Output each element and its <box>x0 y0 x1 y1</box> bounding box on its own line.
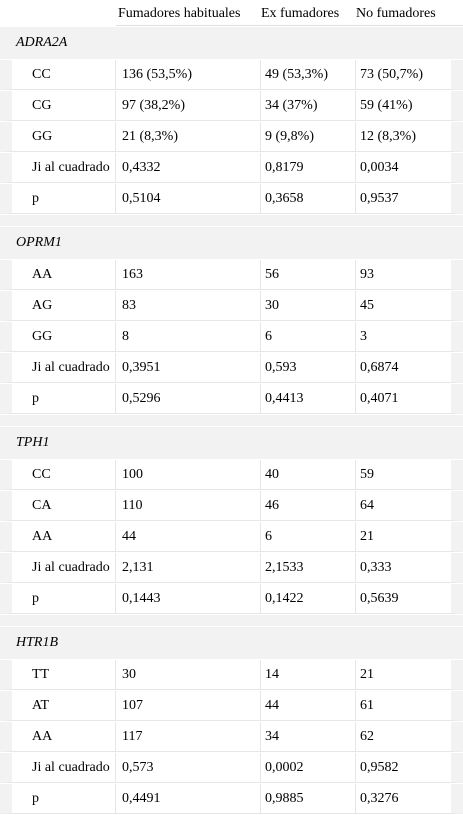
section-spacer <box>0 615 463 627</box>
no-fumadores-cell: 62 <box>356 722 463 752</box>
header-fumadores-habituales: Fumadores habituales <box>116 0 261 26</box>
section-header-row <box>0 27 463 60</box>
section-header-row <box>0 227 463 260</box>
no-fumadores-cell: 64 <box>356 491 463 521</box>
section-spacer <box>0 215 463 227</box>
row-label-cell: CC <box>0 60 116 90</box>
gene-name: ADRA2A <box>16 35 68 50</box>
row-label-cell: AA <box>0 722 116 752</box>
row-label-cell: AG <box>0 291 116 321</box>
no-fumadores-cell: 59 <box>356 460 463 490</box>
no-fumadores-cell: 21 <box>356 522 463 552</box>
ex-fumadores-cell: 0,4413 <box>261 384 356 414</box>
header-no-fumadores: No fumadores <box>356 0 463 26</box>
fumadores-habituales-cell: 0,4332 <box>116 153 261 183</box>
row-label-cell: AT <box>0 691 116 721</box>
table-row <box>0 184 463 215</box>
ex-fumadores-cell: 0,3658 <box>261 184 356 214</box>
table-row <box>0 553 463 584</box>
ex-fumadores-cell: 6 <box>261 522 356 552</box>
row-label-cell: Ji al cuadrado <box>0 153 116 183</box>
no-fumadores-cell: 0,4071 <box>356 384 463 414</box>
ex-fumadores-cell: 0,1422 <box>261 584 356 614</box>
ex-fumadores-cell: 14 <box>261 660 356 690</box>
table-row <box>0 122 463 153</box>
table-row <box>0 153 463 184</box>
row-label-cell: CA <box>0 491 116 521</box>
section-header-row <box>0 427 463 460</box>
no-fumadores-cell: 61 <box>356 691 463 721</box>
row-label-cell: Ji al cuadrado <box>0 753 116 783</box>
fumadores-habituales-cell: 136 (53,5%) <box>116 60 261 90</box>
ex-fumadores-cell: 44 <box>261 691 356 721</box>
ex-fumadores-cell: 34 (37%) <box>261 91 356 121</box>
ex-fumadores-cell: 0,0002 <box>261 753 356 783</box>
fumadores-habituales-cell: 44 <box>116 522 261 552</box>
row-label-cell: p <box>0 584 116 614</box>
gene-name: HTR1B <box>16 635 58 650</box>
table-row <box>0 353 463 384</box>
ex-fumadores-cell: 56 <box>261 260 356 290</box>
row-label-cell: Ji al cuadrado <box>0 553 116 583</box>
row-label-cell: p <box>0 384 116 414</box>
ex-fumadores-cell: 0,9885 <box>261 784 356 814</box>
section-spacer <box>0 415 463 427</box>
row-label-cell: CC <box>0 460 116 490</box>
table-row <box>0 60 463 91</box>
fumadores-habituales-cell: 30 <box>116 660 261 690</box>
fumadores-habituales-cell: 0,3951 <box>116 353 261 383</box>
row-label-cell: p <box>0 784 116 814</box>
table-row <box>0 260 463 291</box>
no-fumadores-cell: 93 <box>356 260 463 290</box>
ex-fumadores-cell: 6 <box>261 322 356 352</box>
table-row <box>0 753 463 784</box>
table-row <box>0 522 463 553</box>
gene-name: TPH1 <box>16 435 50 450</box>
no-fumadores-cell: 59 (41%) <box>356 91 463 121</box>
gene-name: OPRM1 <box>16 235 62 250</box>
ex-fumadores-cell: 9 (9,8%) <box>261 122 356 152</box>
table-row <box>0 784 463 815</box>
table-row <box>0 660 463 691</box>
ex-fumadores-cell: 30 <box>261 291 356 321</box>
header-ex-fumadores: Ex fumadores <box>261 0 356 26</box>
fumadores-habituales-cell: 21 (8,3%) <box>116 122 261 152</box>
no-fumadores-cell: 0,6874 <box>356 353 463 383</box>
row-label-cell: GG <box>0 122 116 152</box>
fumadores-habituales-cell: 0,5296 <box>116 384 261 414</box>
section-header-row <box>0 627 463 660</box>
table-row <box>0 291 463 322</box>
fumadores-habituales-cell: 83 <box>116 291 261 321</box>
no-fumadores-cell: 0,333 <box>356 553 463 583</box>
ex-fumadores-cell: 46 <box>261 491 356 521</box>
fumadores-habituales-cell: 97 (38,2%) <box>116 91 261 121</box>
table-body <box>0 27 463 815</box>
fumadores-habituales-cell: 0,1443 <box>116 584 261 614</box>
ex-fumadores-cell: 40 <box>261 460 356 490</box>
no-fumadores-cell: 0,9537 <box>356 184 463 214</box>
fumadores-habituales-cell: 110 <box>116 491 261 521</box>
header-blank-cell <box>0 0 116 26</box>
no-fumadores-cell: 0,0034 <box>356 153 463 183</box>
ex-fumadores-cell: 2,1533 <box>261 553 356 583</box>
fumadores-habituales-cell: 0,5104 <box>116 184 261 214</box>
fumadores-habituales-cell: 117 <box>116 722 261 752</box>
no-fumadores-cell: 3 <box>356 322 463 352</box>
ex-fumadores-cell: 49 (53,3%) <box>261 60 356 90</box>
table-row <box>0 691 463 722</box>
table-row <box>0 491 463 522</box>
no-fumadores-cell: 73 (50,7%) <box>356 60 463 90</box>
fumadores-habituales-cell: 100 <box>116 460 261 490</box>
table-header-row <box>0 0 463 27</box>
row-label-cell: CG <box>0 91 116 121</box>
ex-fumadores-cell: 0,593 <box>261 353 356 383</box>
fumadores-habituales-cell: 8 <box>116 322 261 352</box>
no-fumadores-cell: 0,9582 <box>356 753 463 783</box>
ex-fumadores-cell: 0,8179 <box>261 153 356 183</box>
row-label-cell: AA <box>0 260 116 290</box>
table-row <box>0 584 463 615</box>
no-fumadores-cell: 0,5639 <box>356 584 463 614</box>
table-row <box>0 722 463 753</box>
no-fumadores-cell: 12 (8,3%) <box>356 122 463 152</box>
row-label-cell: Ji al cuadrado <box>0 353 116 383</box>
fumadores-habituales-cell: 2,131 <box>116 553 261 583</box>
ex-fumadores-cell: 34 <box>261 722 356 752</box>
no-fumadores-cell: 21 <box>356 660 463 690</box>
fumadores-habituales-cell: 0,573 <box>116 753 261 783</box>
table-row <box>0 322 463 353</box>
fumadores-habituales-cell: 107 <box>116 691 261 721</box>
table-row <box>0 460 463 491</box>
fumadores-habituales-cell: 0,4491 <box>116 784 261 814</box>
table-row <box>0 91 463 122</box>
no-fumadores-cell: 45 <box>356 291 463 321</box>
fumadores-habituales-cell: 163 <box>116 260 261 290</box>
table-row <box>0 384 463 415</box>
row-label-cell: TT <box>0 660 116 690</box>
no-fumadores-cell: 0,3276 <box>356 784 463 814</box>
row-label-cell: p <box>0 184 116 214</box>
row-label-cell: GG <box>0 322 116 352</box>
row-label-cell: AA <box>0 522 116 552</box>
